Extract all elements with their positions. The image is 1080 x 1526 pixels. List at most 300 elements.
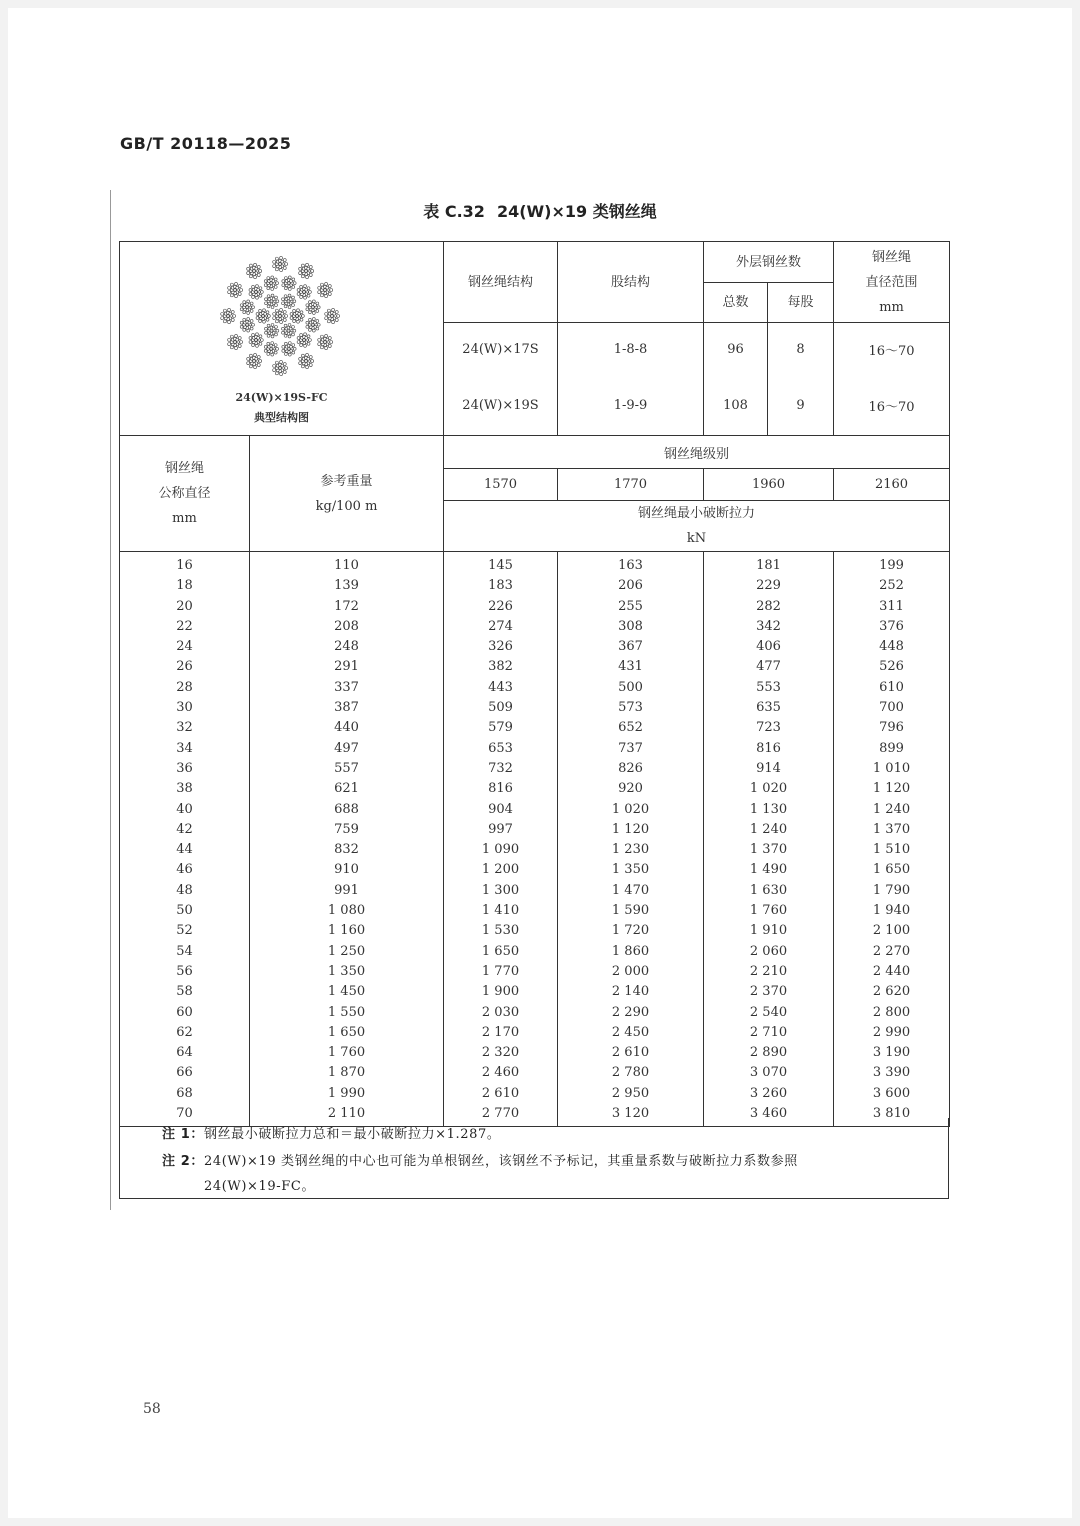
wire-circle	[264, 280, 267, 283]
wire-circle	[299, 267, 302, 270]
cell-diameter: 28	[120, 678, 250, 698]
wire-circle	[256, 313, 259, 316]
cell-weight: 1 650	[250, 1023, 444, 1043]
wire-circle	[309, 339, 312, 342]
spec-rope-2: 24(W)×19S	[444, 376, 558, 436]
wire-circle	[304, 344, 307, 347]
wire-circle	[280, 256, 283, 259]
wire-circle	[271, 335, 274, 338]
cell-weight: 759	[250, 820, 444, 840]
cell-force-1570: 1 770	[444, 962, 558, 982]
wire-circle	[290, 313, 293, 316]
cell-weight: 291	[250, 657, 444, 677]
wire-circle	[283, 259, 286, 262]
cell-force-1960: 282	[704, 597, 834, 617]
cell-force-2160: 2 620	[834, 982, 950, 1002]
cell-force-1770: 2 290	[558, 1003, 704, 1023]
cell-force-2160: 1 240	[834, 800, 950, 820]
cell-diameter: 26	[120, 657, 250, 677]
cell-force-1770: 1 860	[558, 942, 704, 962]
wire-circle	[316, 327, 319, 330]
cell-diameter: 18	[120, 576, 250, 596]
header-min-breaking-force	[444, 501, 950, 552]
wire-circle	[335, 318, 338, 321]
cell-force-1570: 1 090	[444, 840, 558, 860]
table-notes	[119, 1118, 949, 1199]
cell-weight: 688	[250, 800, 444, 820]
wire-circle	[327, 320, 330, 323]
wire-circle	[288, 342, 291, 345]
wire-circle	[280, 321, 283, 324]
cell-force-1570: 732	[444, 759, 558, 779]
cell-force-1960: 816	[704, 739, 834, 759]
wire-circle	[300, 318, 303, 321]
wire-circle	[282, 302, 285, 305]
cell-force-1770: 920	[558, 779, 704, 799]
cell-force-1770: 652	[558, 718, 704, 738]
wire-circle	[288, 288, 291, 291]
spec-rope-1: 24(W)×17S	[444, 323, 558, 376]
table-row	[120, 1084, 950, 1104]
header-diameter-range-l3: mm	[879, 299, 904, 315]
cell-weight: 1 760	[250, 1043, 444, 1063]
wire-circle	[233, 315, 236, 318]
cell-diameter: 24	[120, 637, 250, 657]
cell-weight: 1 080	[250, 901, 444, 921]
wire-circle	[300, 344, 303, 347]
cell-force-2160: 252	[834, 576, 950, 596]
header-strand-structure: 股结构	[558, 242, 704, 323]
wire-circle	[235, 347, 238, 350]
wire-circle	[273, 369, 276, 372]
wire-circle	[275, 333, 278, 336]
wire-circle	[259, 320, 262, 323]
wire-circle	[282, 298, 285, 301]
cell-weight: 910	[250, 860, 444, 880]
cell-force-1570: 183	[444, 576, 558, 596]
cell-force-1570: 1 410	[444, 901, 558, 921]
cell-force-1570: 653	[444, 739, 558, 759]
wire-circle	[307, 335, 310, 338]
wire-circle	[306, 308, 309, 311]
wire-circle	[223, 309, 226, 312]
wire-circle	[335, 311, 338, 314]
wire-circle	[318, 338, 321, 341]
table-row	[120, 1063, 950, 1083]
wire-circle	[263, 309, 266, 312]
wire-circle	[293, 320, 296, 323]
cell-force-1770: 255	[558, 597, 704, 617]
cell-force-2160: 899	[834, 739, 950, 759]
wire-circle	[284, 342, 287, 345]
cell-weight: 1 550	[250, 1003, 444, 1023]
spec-strand-2: 1-9-9	[558, 376, 704, 436]
wire-circle	[243, 311, 246, 314]
wire-circle	[240, 304, 243, 307]
cell-force-1770: 367	[558, 637, 704, 657]
cell-force-1960: 181	[704, 552, 834, 577]
cell-force-1960: 2 210	[704, 962, 834, 982]
table-row	[120, 840, 950, 860]
wire-circle	[282, 349, 285, 352]
wire-circle	[325, 317, 328, 320]
table-row	[120, 1043, 950, 1063]
table-row	[120, 881, 950, 901]
cell-force-1570: 2 460	[444, 1063, 558, 1083]
cell-force-1960: 3 460	[704, 1104, 834, 1127]
wire-circle	[318, 286, 321, 289]
wire-circle	[221, 312, 224, 315]
wire-circle	[283, 370, 286, 373]
table-number: 表 C.32	[423, 202, 485, 221]
wire-circle	[273, 317, 276, 320]
wire-circle	[332, 308, 335, 311]
wire-circle	[307, 342, 310, 345]
wire-circle	[292, 344, 295, 347]
cell-diameter: 70	[120, 1104, 250, 1127]
table-row	[120, 718, 950, 738]
wire-circle	[240, 289, 243, 292]
wire-circle	[230, 335, 233, 338]
wire-circle	[288, 306, 291, 309]
cell-weight: 621	[250, 779, 444, 799]
wire-circle	[247, 357, 250, 360]
wire-circle	[252, 344, 255, 347]
cell-force-1570: 2 320	[444, 1043, 558, 1063]
wire-circle	[284, 353, 287, 356]
figure-cell	[120, 242, 444, 436]
wire-circle	[264, 284, 267, 287]
wire-circle	[301, 365, 304, 368]
wire-circle	[274, 286, 277, 289]
cell-force-2160: 1 510	[834, 840, 950, 860]
cell-force-2160: 2 270	[834, 942, 950, 962]
cell-force-1960: 342	[704, 617, 834, 637]
wire-circle	[325, 295, 328, 298]
wire-circle	[311, 360, 314, 363]
wire-circle	[290, 317, 293, 320]
wire-circle	[264, 345, 267, 348]
cell-weight: 110	[250, 552, 444, 577]
note-1-text: 钢丝最小破断拉力总和＝最小破断拉力×1.287。	[203, 1127, 501, 1142]
cell-force-1770: 1 720	[558, 921, 704, 941]
cell-weight: 1 250	[250, 942, 444, 962]
cell-force-1770: 2 140	[558, 982, 704, 1002]
cell-force-1770: 573	[558, 698, 704, 718]
wire-circle	[263, 320, 266, 323]
wire-circle	[247, 318, 250, 321]
wire-circle	[301, 275, 304, 278]
wire-circle	[317, 323, 320, 326]
wire-circle	[308, 301, 311, 304]
cell-diameter: 22	[120, 617, 250, 637]
cell-diameter: 44	[120, 840, 250, 860]
cell-force-1570: 1 530	[444, 921, 558, 941]
wire-circle	[231, 311, 234, 314]
wire-circle	[288, 294, 291, 297]
cell-diameter: 62	[120, 1023, 250, 1043]
wire-circle	[252, 296, 255, 299]
wire-circle	[243, 301, 246, 304]
cell-diameter: 38	[120, 779, 250, 799]
wire-circle	[271, 342, 274, 345]
wire-circle	[250, 302, 253, 305]
table-row	[120, 657, 950, 677]
wire-circle	[238, 337, 241, 340]
cell-force-1770: 2 610	[558, 1043, 704, 1063]
wire-circle	[249, 275, 252, 278]
cell-diameter: 64	[120, 1043, 250, 1063]
cell-force-1960: 2 710	[704, 1023, 834, 1043]
wire-circle	[267, 342, 270, 345]
wire-circle	[325, 347, 328, 350]
cell-force-2160: 1 370	[834, 820, 950, 840]
wire-circle	[243, 318, 246, 321]
wire-circle	[259, 335, 262, 338]
grade-1960: 1960	[704, 469, 834, 501]
note-2-label: 注 2：	[162, 1154, 204, 1169]
cell-force-2160: 2 100	[834, 921, 950, 941]
wire-circle	[267, 295, 270, 298]
wire-circle	[267, 315, 270, 318]
cell-force-1770: 826	[558, 759, 704, 779]
cell-force-1570: 2 030	[444, 1003, 558, 1023]
wire-circle	[235, 295, 238, 298]
spec-per-strand-2: 9	[768, 376, 834, 436]
wire-circle	[266, 318, 269, 321]
wire-circle	[284, 305, 287, 308]
cell-diameter: 30	[120, 698, 250, 718]
wire-circle	[230, 283, 233, 286]
wire-circle	[284, 295, 287, 298]
cell-force-1770: 1 470	[558, 881, 704, 901]
wire-circle	[249, 337, 252, 340]
wire-circle	[300, 285, 303, 288]
table-row	[120, 739, 950, 759]
wire-circle	[330, 289, 333, 292]
wire-circle	[280, 308, 283, 311]
wire-circle	[299, 272, 302, 275]
wire-circle	[282, 331, 285, 334]
wire-circle	[276, 329, 279, 332]
cell-force-1960: 914	[704, 759, 834, 779]
cell-weight: 1 160	[250, 921, 444, 941]
cell-weight: 139	[250, 576, 444, 596]
wire-circle	[312, 300, 315, 303]
wire-circle	[292, 278, 295, 281]
wire-circle	[276, 300, 279, 303]
wire-circle	[223, 320, 226, 323]
wire-circle	[320, 283, 323, 286]
wire-circle	[275, 309, 278, 312]
cell-force-2160: 1 940	[834, 901, 950, 921]
wire-circle	[276, 282, 279, 285]
cell-force-2160: 1 790	[834, 881, 950, 901]
wire-circle	[284, 277, 287, 280]
wire-circle	[297, 293, 300, 296]
wire-circle	[297, 337, 300, 340]
cell-force-1960: 477	[704, 657, 834, 677]
wire-circle	[264, 349, 267, 352]
wire-circle	[283, 363, 286, 366]
wire-circle	[247, 272, 250, 275]
wire-circle	[267, 353, 270, 356]
spec-range-2: 16～70	[834, 376, 950, 436]
cell-force-1770: 2 950	[558, 1084, 704, 1104]
wire-circle	[260, 339, 263, 342]
cell-diameter: 32	[120, 718, 250, 738]
cell-force-1770: 3 120	[558, 1104, 704, 1127]
wire-circle	[256, 333, 259, 336]
wire-circle	[235, 282, 238, 285]
wire-circle	[252, 285, 255, 288]
wire-circle	[265, 327, 268, 330]
wire-circle	[282, 284, 285, 287]
wire-circle	[252, 334, 255, 337]
wire-circle	[271, 306, 274, 309]
wire-circle	[309, 364, 312, 367]
wire-circle	[285, 367, 288, 370]
wire-circle	[238, 344, 241, 347]
cell-weight: 1 350	[250, 962, 444, 982]
header-per-strand: 每股	[768, 283, 834, 323]
cell-force-1570: 2 610	[444, 1084, 558, 1104]
wire-circle	[328, 285, 331, 288]
wire-circle	[308, 328, 311, 331]
cell-force-1770: 500	[558, 678, 704, 698]
wire-circle	[267, 287, 270, 290]
wire-circle	[282, 280, 285, 283]
header-diameter-range-l1: 钢丝绳	[872, 249, 912, 265]
wire-circle	[254, 276, 257, 279]
wire-circle	[312, 312, 315, 315]
wire-circle	[228, 338, 231, 341]
cell-force-2160: 1 650	[834, 860, 950, 880]
cell-force-2160: 610	[834, 678, 950, 698]
wire-circle	[300, 296, 303, 299]
cell-force-1570: 579	[444, 718, 558, 738]
wire-circle	[240, 341, 243, 344]
wire-circle	[247, 312, 250, 315]
wire-circle	[301, 264, 304, 267]
wire-circle	[259, 342, 262, 345]
wire-circle	[228, 291, 231, 294]
header-nominal-diameter-l1: 钢丝绳	[164, 461, 204, 476]
wire-circle	[292, 304, 295, 307]
wire-circle	[316, 320, 319, 323]
spec-strand-1: 1-8-8	[558, 323, 704, 376]
wire-circle	[256, 296, 259, 299]
wire-circle	[284, 287, 287, 290]
wire-circle	[276, 347, 279, 350]
rope-cross-section-figure	[218, 254, 342, 378]
wire-circle	[249, 341, 252, 344]
wire-circle	[328, 337, 331, 340]
cell-force-2160: 1 120	[834, 779, 950, 799]
cell-force-1770: 431	[558, 657, 704, 677]
header-reference-weight	[250, 436, 444, 552]
cell-force-1570: 145	[444, 552, 558, 577]
wire-circle	[306, 276, 309, 279]
wire-circle	[260, 291, 263, 294]
wire-circle	[265, 298, 268, 301]
wire-circle	[328, 344, 331, 347]
table-name: 24(W)×19 类钢丝绳	[496, 202, 657, 221]
wire-circle	[297, 289, 300, 292]
wire-circle	[317, 306, 320, 309]
wire-circle	[240, 321, 243, 324]
cell-force-1770: 737	[558, 739, 704, 759]
page-number: 58	[143, 1401, 161, 1417]
cell-diameter: 20	[120, 597, 250, 617]
wire-circle	[316, 302, 319, 305]
data-rows	[120, 552, 950, 1127]
cell-weight: 172	[250, 597, 444, 617]
wire-circle	[230, 346, 233, 349]
table-row	[120, 901, 950, 921]
wire-circle	[275, 361, 278, 364]
wire-circle	[288, 353, 291, 356]
wire-circle	[306, 263, 309, 266]
wire-circle	[266, 311, 269, 314]
wire-circle	[275, 257, 278, 260]
cell-force-1770: 2 780	[558, 1063, 704, 1083]
wire-circle	[328, 292, 331, 295]
header-diameter-range-l2: 直径范围	[865, 274, 918, 290]
wire-circle	[230, 294, 233, 297]
header-diameter-range	[834, 242, 950, 323]
cell-force-2160: 2 800	[834, 1003, 950, 1023]
figure-caption-structure: 24(W)×19S-FC	[235, 391, 328, 404]
cell-weight: 208	[250, 617, 444, 637]
cell-force-1570: 382	[444, 657, 558, 677]
wire-circle	[304, 285, 307, 288]
wire-circle	[284, 324, 287, 327]
cell-force-1570: 274	[444, 617, 558, 637]
cell-diameter: 58	[120, 982, 250, 1002]
wire-circle	[256, 317, 259, 320]
cell-force-1570: 1 300	[444, 881, 558, 901]
cell-force-1570: 1 200	[444, 860, 558, 880]
wire-circle	[273, 260, 276, 263]
wire-circle	[257, 273, 260, 276]
wire-circle	[301, 354, 304, 357]
wire-circle	[306, 304, 309, 307]
cell-force-1770: 163	[558, 552, 704, 577]
cell-force-1960: 1 910	[704, 921, 834, 941]
spec-total-1: 96	[704, 323, 768, 376]
wire-circle	[293, 300, 296, 303]
cell-weight: 440	[250, 718, 444, 738]
cell-weight: 1 990	[250, 1084, 444, 1104]
wire-circle	[228, 321, 231, 324]
wire-circle	[304, 333, 307, 336]
cell-force-2160: 2 440	[834, 962, 950, 982]
cell-diameter: 68	[120, 1084, 250, 1104]
wire-circle	[271, 353, 274, 356]
wire-circle	[274, 344, 277, 347]
cell-weight: 248	[250, 637, 444, 657]
wire-circle	[249, 365, 252, 368]
wire-circle	[309, 265, 312, 268]
cell-diameter: 66	[120, 1063, 250, 1083]
wire-circle	[306, 366, 309, 369]
wire-circle	[275, 326, 278, 329]
wire-circle	[325, 282, 328, 285]
cell-diameter: 50	[120, 901, 250, 921]
header-nominal-diameter	[120, 436, 250, 552]
wire-circle	[256, 344, 259, 347]
